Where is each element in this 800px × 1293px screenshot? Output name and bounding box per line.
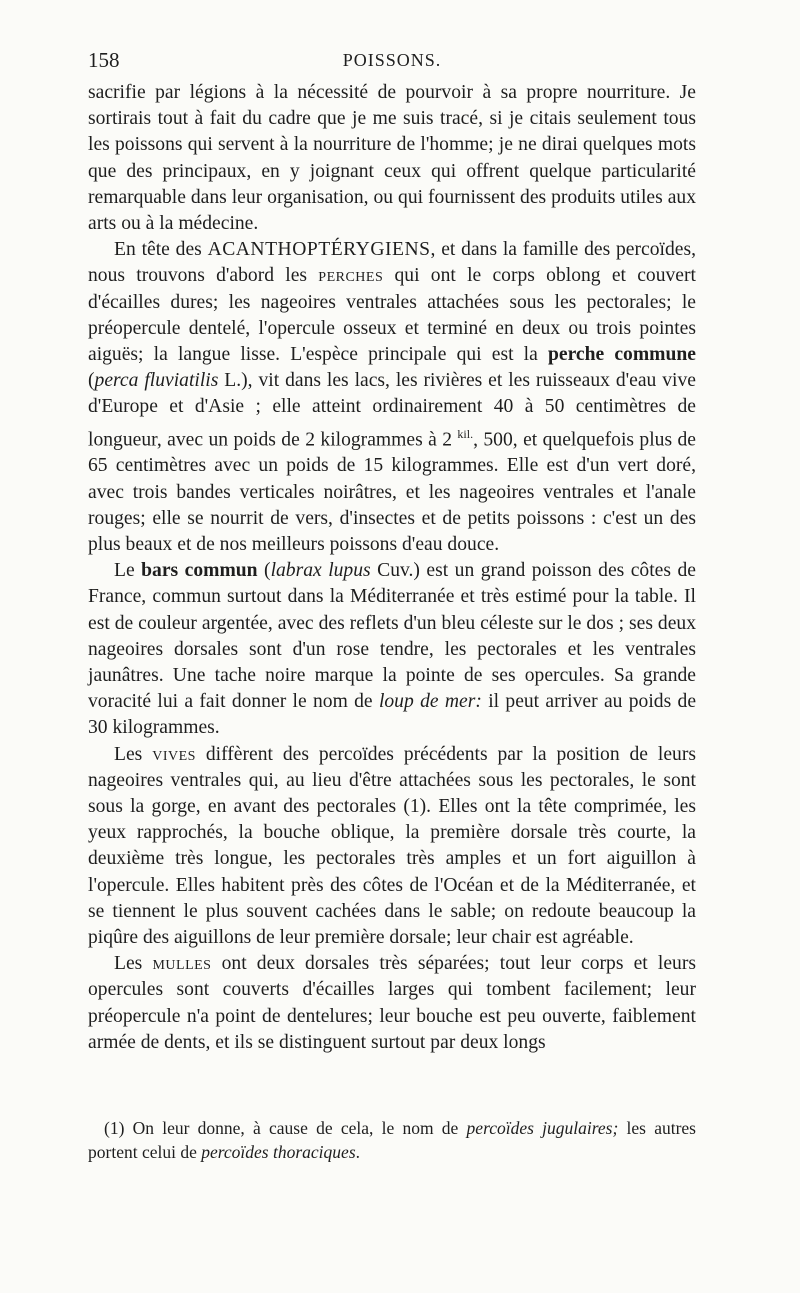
text-run: Les	[114, 953, 153, 975]
term-percoides-jugulaires: percoïdes jugulaires;	[466, 1118, 619, 1138]
text-run: Le	[114, 560, 142, 582]
text-run: qui ont le corps oblong et couvert d'écailles dures; les nageoires ventrales attachées sous les pectorales; le préopercule dentelé, l'opercule osseux et terminé en deux ou trois pointes aiguës; la langue lisse. L'espèce principale qui est la	[88, 265, 696, 366]
latin-labrax-lupus: labrax lupus	[270, 560, 371, 582]
footnote	[88, 1116, 696, 1164]
text-run: Cuv.) est un grand poisson des côtes de France, commun surtout dans la Méditerranée et très estimé pour la table. Il est de couleur argentée, avec des reflets d'un bleu céleste sur le dos ; ses deux nageoires dorsales sont d'un rose tendre, les pectorales et les ventrales jaunâtres. Une tache noire marque la pointe de ses opercules. Sa grande voracité lui a fait donner le nom de	[88, 560, 696, 713]
text-run: (1) On leur donne, à cause de cela, le nom de	[104, 1118, 467, 1138]
paragraph-2	[88, 237, 696, 558]
term-percoides-thoraciques: percoïdes thoraciques	[201, 1142, 356, 1162]
term-acanthopterygiens: ACANTHOPTÉRYGIENS	[207, 239, 431, 261]
text-run: , 500, et quelquefois plus de 65 centimètres avec un poids de 15 kilogrammes. Elle est d'un vert doré, avec trois bandes verticales noirâtres, et les nageoires ventrales et l'anale rouges; elle se nourrit de vers, d'insectes et de petits poissons : c'est un des plus beaux et de nos meilleurs poissons d'eau douce.	[88, 429, 696, 555]
term-bars-commun: bars commun	[141, 560, 258, 582]
text-run: diffèrent des percoïdes précédents par la position de leurs nageoires ventrales qui, au lieu d'être attachées sous les pectorales, le sont sous la gorge, en avant des pectorales (1). Elles ont la tête comprimée, les yeux rapprochés, la bouche oblique, la première dorsale très courte, la deuxième très longue, les pectorales très amples et un fort aiguillon à l'opercule. Elles habitent près des côtes de l'Océan et de la Méditerranée, et se tiennent le plus souvent cachées dans le sable; on redoute beaucoup la piqûre des aiguillons de leur première dorsale; leur chair est agréable.	[88, 743, 696, 949]
paragraph-1: sacrifie par légions à la nécessité de pourvoir à sa propre nourriture. Je sortirais tout à fait du cadre que je me suis tracé, si je citais seulement tous les poissons qui servent à la nourriture de l'homme; je ne dirai quelques mots que des principaux, en y joignant ceux qui offrent quelque particularité remarquable dans leur organisation, ou qui fournissent des produits utiles aux arts ou à la médecine.	[88, 82, 696, 235]
term-mulles: mulles	[152, 953, 212, 975]
text-run: les autres portent celui de	[88, 1118, 696, 1162]
text-run: L.), vit dans les lacs, les rivières et les ruisseaux d'eau vive d'Europe et d'Asie ; elle atteint ordinairement 40 à 50 centimètres de longueur, avec un poids de 2 kilogrammes à 2	[88, 370, 696, 451]
text-run: il peut arriver au poids de 30 kilogrammes.	[88, 691, 697, 739]
text-run: Les	[114, 743, 153, 765]
text-run: .	[355, 1142, 360, 1162]
text-run: (	[257, 560, 271, 582]
text-run: , et dans la famille des percoïdes, nous trouvons d'abord les	[88, 239, 696, 287]
abbrev-kil: kil.	[457, 426, 474, 441]
text-run: En tête des	[114, 239, 208, 261]
term-loup-de-mer: loup de mer:	[378, 691, 482, 713]
paragraph-3	[88, 558, 696, 741]
page-header	[88, 48, 696, 78]
body-text	[88, 80, 696, 1056]
term-perche-commune: perche commune	[547, 344, 696, 366]
term-perches: perches	[318, 265, 384, 287]
running-head: POISSONS.	[342, 50, 442, 70]
paragraph-4	[88, 742, 696, 952]
paragraph-5	[88, 951, 696, 1056]
text-run: (	[88, 370, 95, 392]
latin-perca-fluviatilis: perca fluviatilis	[94, 370, 219, 392]
term-vives: vives	[152, 743, 196, 765]
page-number: 158	[88, 48, 120, 72]
text-run: ont deux dorsales très séparées; tout leur corps et leurs opercules sont couverts d'écailles larges qui tombent facilement; leur préopercule n'a point de dentelures; leur bouche est peu ouverte, faiblement armée de dents, et ils se distinguent surtout par deux longs	[88, 953, 696, 1053]
